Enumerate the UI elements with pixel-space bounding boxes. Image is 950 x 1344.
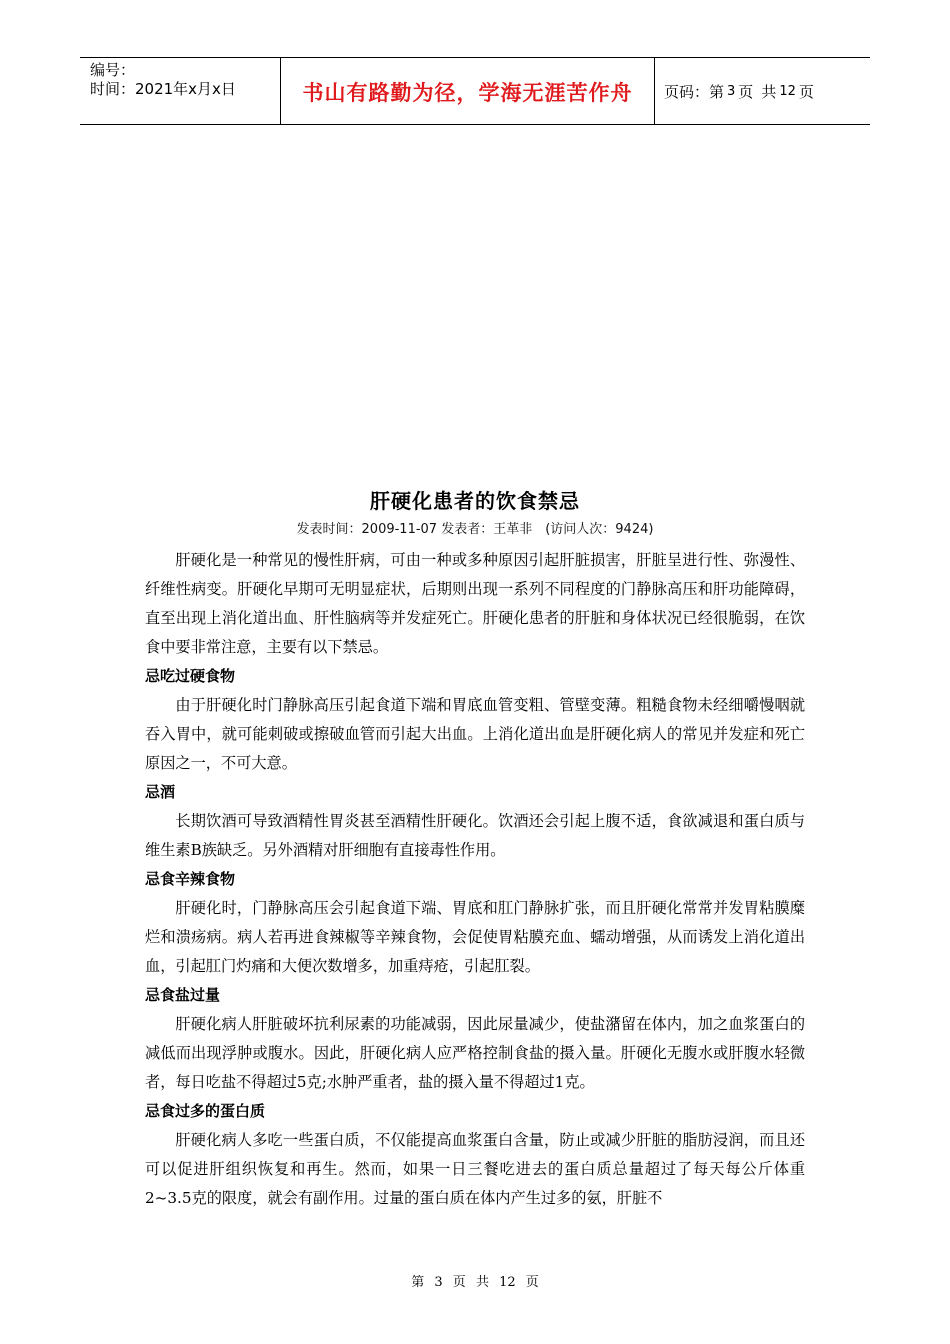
page-footer bbox=[0, 1271, 950, 1290]
section-heading: 忌食辛辣食物 bbox=[145, 870, 236, 888]
footer-total: 12 bbox=[499, 1275, 516, 1290]
section-paragraph: 长期饮酒可导致酒精性胃炎甚至酒精性肝硬化。饮酒还会引起上腹不适，食欲减退和蛋白质与维生素B族缺乏。另外酒精对肝细胞有直接毒性作用。 bbox=[145, 812, 805, 859]
document-time-label: 时间：2021年x月x日 bbox=[90, 80, 236, 98]
section-heading: 忌食过多的蛋白质 bbox=[145, 1102, 266, 1120]
article-body bbox=[145, 546, 805, 1213]
page-header bbox=[80, 57, 870, 125]
header-motto: 书山有路勤为径，学海无涯苦作舟 bbox=[281, 58, 655, 124]
footer-prefix: 第 bbox=[411, 1275, 425, 1290]
section-heading: 忌酒 bbox=[145, 783, 176, 801]
header-info-cell bbox=[80, 58, 281, 124]
document-number-label: 编号： bbox=[90, 61, 136, 79]
article-meta: 发表时间：2009-11-07 发表者：王革非 (访问人次：9424) bbox=[296, 522, 654, 537]
section-paragraph: 由于肝硬化时门静脉高压引起食道下端和胃底血管变粗、管壁变薄。粗糙食物未经细嚼慢咽就吞入胃中，就可能刺破或擦破血管而引起大出血。上消化道出血是肝硬化病人的常见并发症和死亡原因之一，不可大意。 bbox=[145, 696, 805, 772]
header-page-indicator bbox=[655, 58, 870, 124]
footer-current: 3 bbox=[434, 1275, 443, 1290]
page-total-prefix: 共 bbox=[761, 83, 777, 101]
page-suffix: 页 bbox=[798, 83, 814, 101]
page-current: 3 bbox=[727, 84, 736, 99]
footer-mid: 页 bbox=[452, 1275, 466, 1290]
article-title: 肝硬化患者的饮食禁忌 bbox=[370, 489, 580, 513]
page-mid: 页 bbox=[738, 83, 754, 101]
footer-suffix: 页 bbox=[525, 1275, 539, 1290]
section-heading: 忌食盐过量 bbox=[145, 986, 221, 1004]
section-heading: 忌吃过硬食物 bbox=[145, 667, 236, 685]
page-prefix: 页码：第 bbox=[664, 83, 725, 101]
page-total: 12 bbox=[779, 84, 796, 99]
section-paragraph: 肝硬化时，门静脉高压会引起食道下端、胃底和肛门静脉扩张，而且肝硬化常常并发胃粘膜糜烂和溃疡病。病人若再进食辣椒等辛辣食物，会促使胃粘膜充血、蠕动增强，从而诱发上消化道出血，引起肛门灼痛和大便次数增多，加重痔疮，引起肛裂。 bbox=[145, 899, 805, 975]
intro-paragraph: 肝硬化是一种常见的慢性肝病，可由一种或多种原因引起肝脏损害，肝脏呈进行性、弥漫性、纤维性病变。肝硬化早期可无明显症状，后期则出现一系列不同程度的门静脉高压和肝功能障碍，直至出现上消化道出血、肝性脑病等并发症死亡。肝硬化患者的肝脏和身体状况已经很脆弱，在饮食中要非常注意，主要有以下禁忌。 bbox=[145, 551, 805, 656]
section-paragraph: 肝硬化病人多吃一些蛋白质，不仅能提高血浆蛋白含量，防止或减少肝脏的脂肪浸润，而且还可以促进肝组织恢复和再生。然而，如果一日三餐吃进去的蛋白质总量超过了每天每公斤体重2~3.5克的限度，就会有副作用。过量的蛋白质在体内产生过多的氨，肝脏不 bbox=[145, 1131, 805, 1207]
section-paragraph: 肝硬化病人肝脏破坏抗利尿素的功能减弱，因此尿量减少，使盐潴留在体内，加之血浆蛋白的减低而出现浮肿或腹水。因此，肝硬化病人应严格控制食盐的摄入量。肝硬化无腹水或肝腹水轻微者，每日吃盐不得超过5克;水肿严重者，盐的摄入量不得超过1克。 bbox=[145, 1015, 805, 1091]
footer-total-prefix: 共 bbox=[475, 1275, 489, 1290]
